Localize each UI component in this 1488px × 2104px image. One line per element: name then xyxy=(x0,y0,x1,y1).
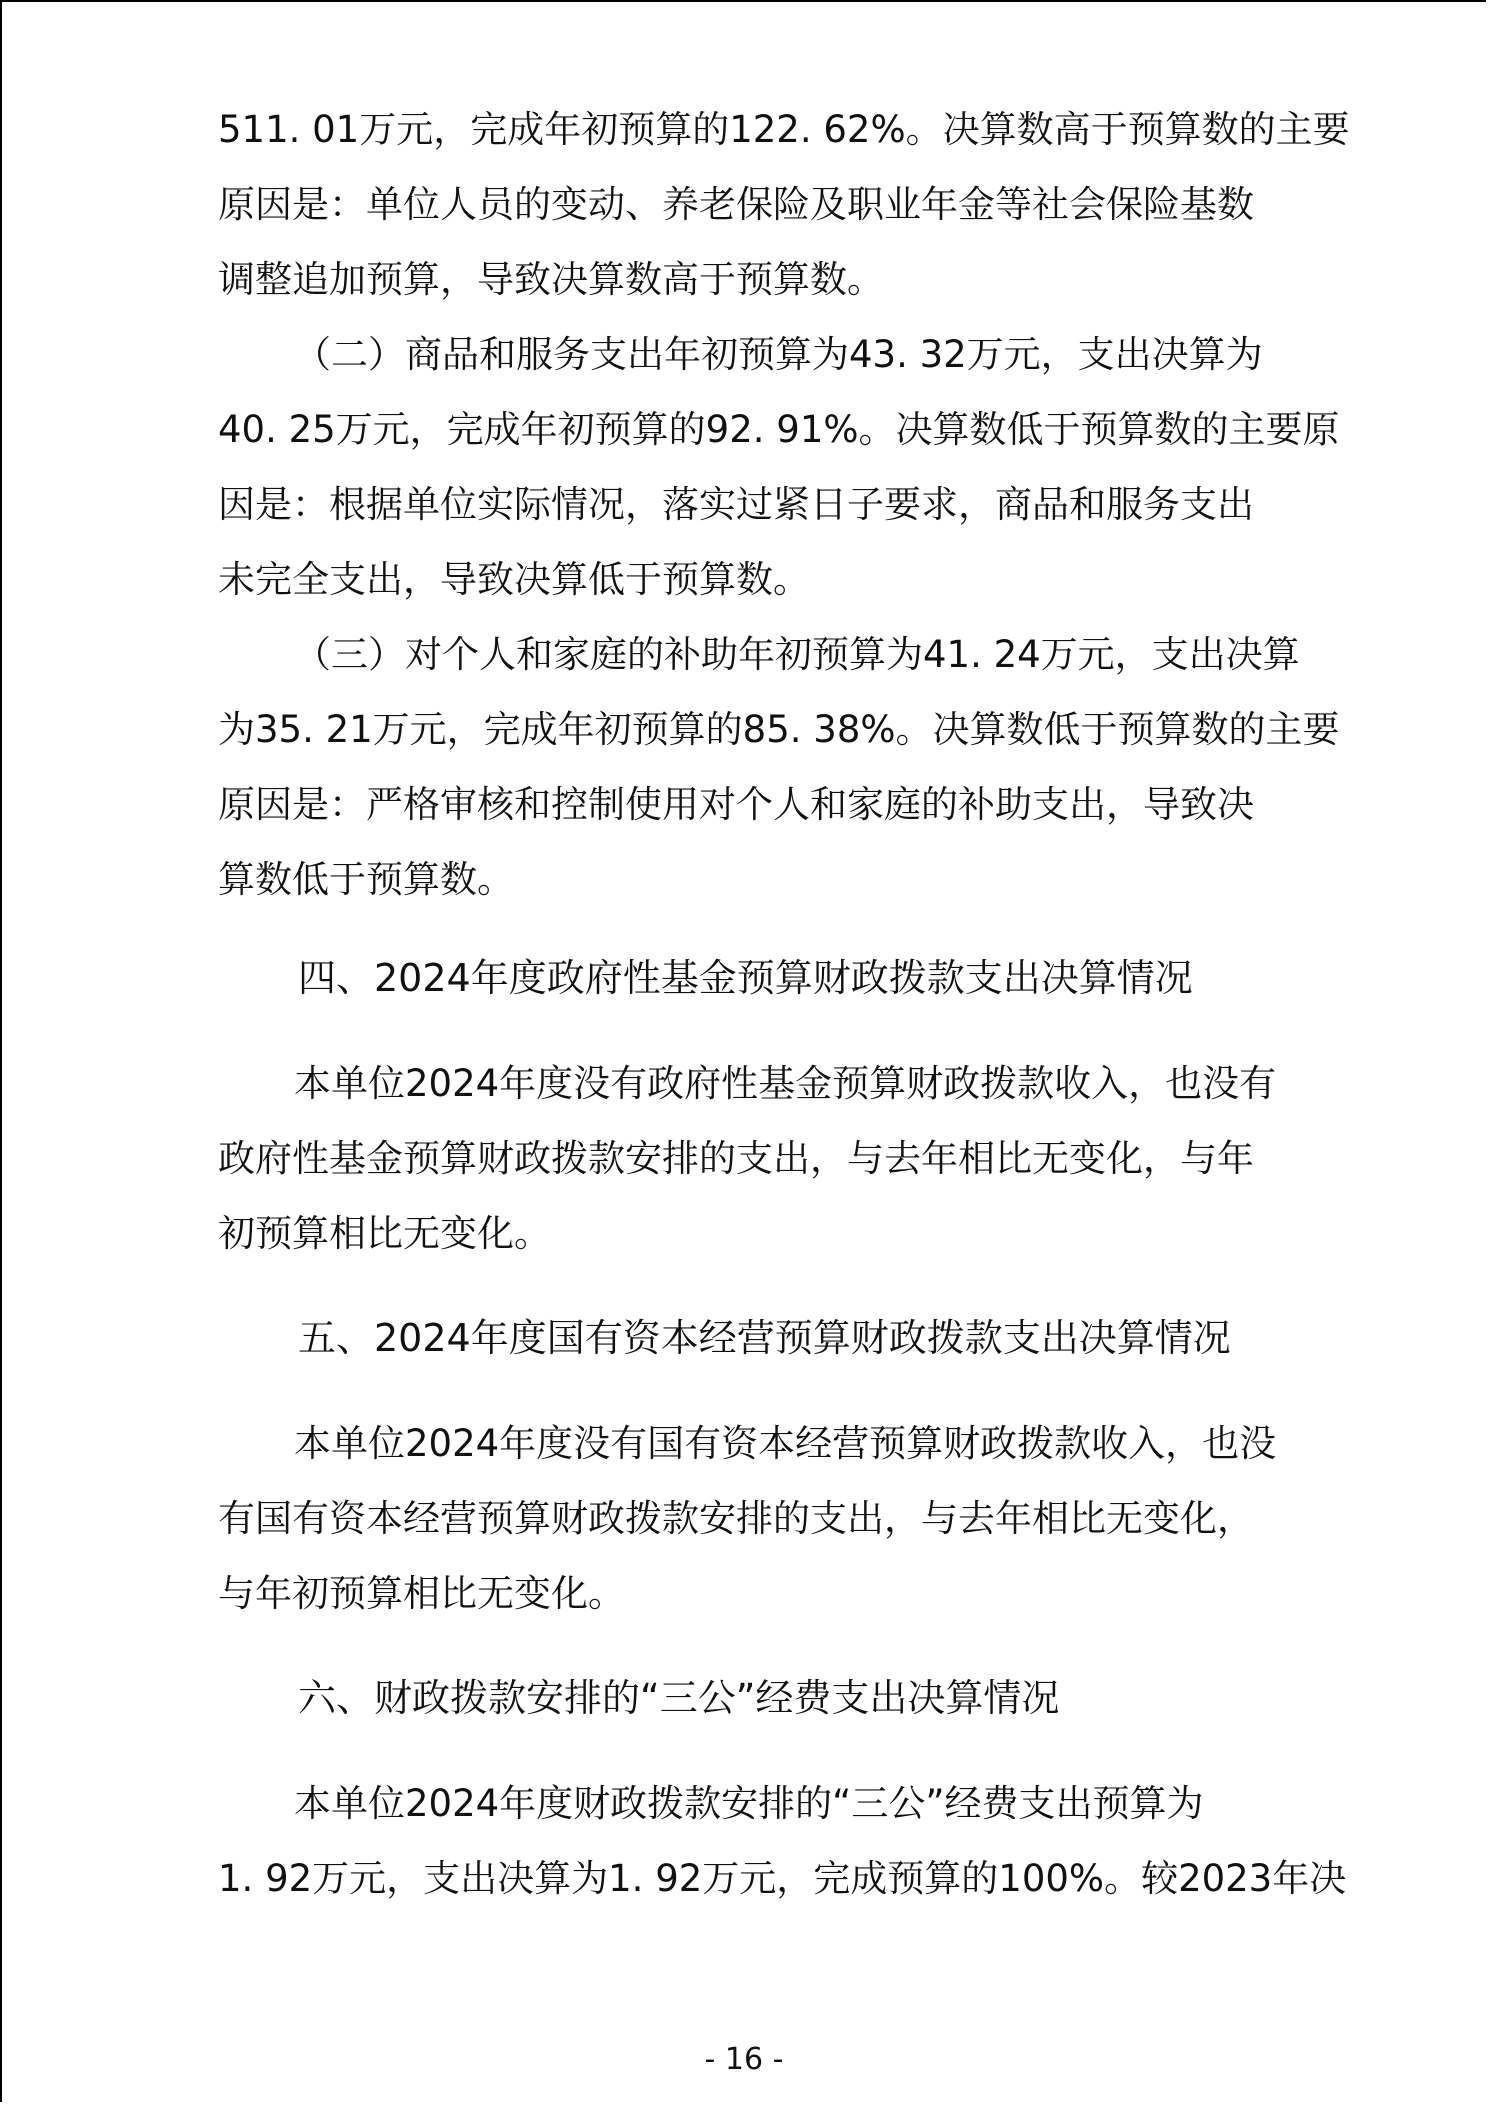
document-body xyxy=(218,92,1350,1916)
text-line: 原因是：严格审核和控制使用对个人和家庭的补助支出，导致决 xyxy=(218,783,1254,826)
paragraph-government-funds xyxy=(218,1046,1288,1271)
paragraph-state-capital xyxy=(218,1406,1288,1631)
text-line: 未完全支出，导致决算低于预算数。 xyxy=(218,558,810,601)
spacer xyxy=(218,1631,1288,1661)
paragraph-household-subsidies xyxy=(218,617,1340,917)
text-line: 因是：根据单位实际情况，落实过紧日子要求，商品和服务支出 xyxy=(218,483,1254,526)
paragraph-three-public-expenses xyxy=(218,1766,1347,1916)
text-line: 算数低于预算数。 xyxy=(218,858,514,901)
text-line: （三）对个人和家庭的补助年初预算为41. 24万元，支出决算 xyxy=(294,633,1300,676)
text-line: 1. 92万元，支出决算为1. 92万元，完成预算的100%。较2023年决 xyxy=(218,1857,1347,1900)
paragraph-personnel-expenses-continued xyxy=(218,92,1350,317)
spacer xyxy=(218,1016,1288,1046)
text-line: 原因是：单位人员的变动、养老保险及职业年金等社会保险基数 xyxy=(218,183,1254,226)
text-line: 调整追加预算，导致决算数高于预算数。 xyxy=(218,258,884,301)
text-line: 40. 25万元，完成年初预算的92. 91%。决算数低于预算数的主要原 xyxy=(218,408,1340,451)
text-line: 本单位2024年度财政拨款安排的“三公”经费支出预算为 xyxy=(294,1782,1204,1825)
text-line: 为35. 21万元，完成年初预算的85. 38%。决算数低于预算数的主要 xyxy=(218,708,1340,751)
text-line: 与年初预算相比无变化。 xyxy=(218,1572,625,1615)
text-line: 有国有资本经营预算财政拨款安排的支出，与去年相比无变化， xyxy=(218,1497,1254,1540)
text-line: 初预算相比无变化。 xyxy=(218,1212,551,1255)
section-heading-government-funds: 四、2024年度政府性基金预算财政拨款支出决算情况 xyxy=(298,956,1193,1000)
text-line: （二）商品和服务支出年初预算为43. 32万元，支出决算为 xyxy=(294,333,1263,376)
spacer xyxy=(218,1736,1288,1766)
page-number: - 16 - xyxy=(704,2042,784,2077)
section-heading-three-public-expenses: 六、财政拨款安排的“三公”经费支出决算情况 xyxy=(298,1676,1060,1720)
paragraph-goods-and-services xyxy=(218,317,1340,617)
spacer xyxy=(218,917,1288,941)
spacer xyxy=(218,1271,1288,1301)
text-line: 本单位2024年度没有政府性基金预算财政拨款收入，也没有 xyxy=(294,1062,1277,1105)
section-heading-state-capital: 五、2024年度国有资本经营预算财政拨款支出决算情况 xyxy=(298,1316,1231,1360)
text-line: 政府性基金预算财政拨款安排的支出，与去年相比无变化，与年 xyxy=(218,1137,1254,1180)
spacer xyxy=(218,1376,1288,1406)
text-line: 本单位2024年度没有国有资本经营预算财政拨款收入，也没 xyxy=(294,1422,1277,1465)
text-line: 511. 01万元，完成年初预算的122. 62%。决算数高于预算数的主要 xyxy=(218,108,1350,151)
